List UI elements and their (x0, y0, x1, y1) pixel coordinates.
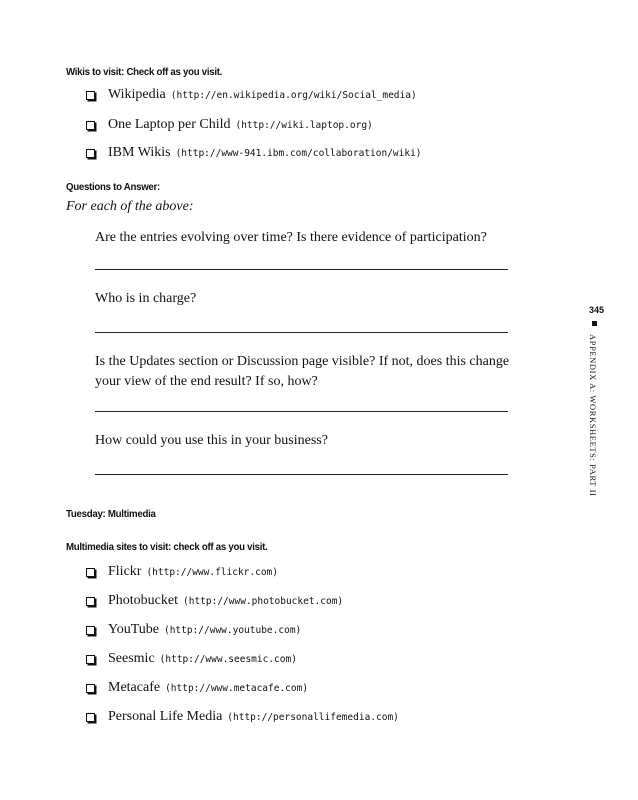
question-2: Who is in charge? (95, 291, 197, 306)
question-4: How could you use this in your business? (95, 433, 328, 448)
site-url: (http://www.metacafe.com) (165, 682, 309, 694)
site-name: Seesmic (108, 651, 155, 666)
answer-line-4[interactable] (95, 474, 508, 475)
checkbox-icon[interactable] (86, 568, 95, 577)
page-number: 345 (589, 305, 605, 315)
site-url: (http://www.seesmic.com) (159, 653, 297, 665)
site-name: Personal Life Media (108, 709, 223, 724)
checkbox-icon[interactable] (86, 91, 95, 100)
site-name: YouTube (108, 622, 159, 637)
questions-intro: For each of the above: (66, 199, 194, 214)
answer-line-3[interactable] (95, 411, 508, 412)
site-name: Flickr (108, 564, 142, 579)
checkbox-icon[interactable] (86, 626, 95, 635)
square-bullet-icon (592, 321, 597, 326)
running-head: APPENDIX A: WORKSHEETS: PART II (588, 334, 598, 497)
site-url: (http://www-941.ibm.com/collaboration/wiki) (175, 147, 422, 159)
site-url: (http://www.flickr.com) (146, 566, 279, 578)
multimedia-item-personal-life-media[interactable] (86, 709, 399, 725)
answer-line-2[interactable] (95, 332, 508, 333)
wiki-item-ibm[interactable] (86, 145, 422, 161)
wiki-item-olpc[interactable] (86, 117, 373, 133)
multimedia-item-metacafe[interactable] (86, 680, 308, 696)
multimedia-heading: Multimedia sites to visit: check off as you visit. (66, 541, 268, 553)
checkbox-icon[interactable] (86, 149, 95, 158)
checkbox-icon[interactable] (86, 684, 95, 693)
multimedia-item-youtube[interactable] (86, 622, 301, 638)
checkbox-icon[interactable] (86, 655, 95, 664)
wiki-item-wikipedia[interactable] (86, 87, 417, 103)
multimedia-item-seesmic[interactable] (86, 651, 297, 667)
checkbox-icon[interactable] (86, 713, 95, 722)
site-name: IBM Wikis (108, 145, 171, 160)
question-1: Are the entries evolving over time? Is there evidence of participation? (95, 230, 487, 245)
answer-line-1[interactable] (95, 269, 508, 270)
site-url: (http://www.youtube.com) (163, 624, 302, 636)
question-3: Is the Updates section or Discussion page visible? If not, does this change your view of the end result? If so, how? (95, 354, 510, 389)
multimedia-section-heading: Tuesday: Multimedia (66, 508, 156, 520)
multimedia-item-flickr[interactable] (86, 564, 278, 580)
site-name: One Laptop per Child (108, 117, 231, 132)
questions-heading: Questions to Answer: (66, 181, 160, 193)
site-url: (http://personallifemedia.com) (227, 711, 399, 723)
site-name: Metacafe (108, 680, 161, 695)
site-url: (http://www.photobucket.com) (183, 595, 344, 607)
site-name: Photobucket (108, 593, 178, 608)
site-url: (http://en.wikipedia.org/wiki/Social_media) (170, 89, 417, 101)
site-url: (http://wiki.laptop.org) (235, 119, 373, 131)
checkbox-icon[interactable] (86, 597, 95, 606)
multimedia-item-photobucket[interactable] (86, 593, 343, 609)
site-name: Wikipedia (108, 87, 166, 102)
checkbox-icon[interactable] (86, 121, 95, 130)
wikis-heading: Wikis to visit: Check off as you visit. (66, 66, 223, 78)
